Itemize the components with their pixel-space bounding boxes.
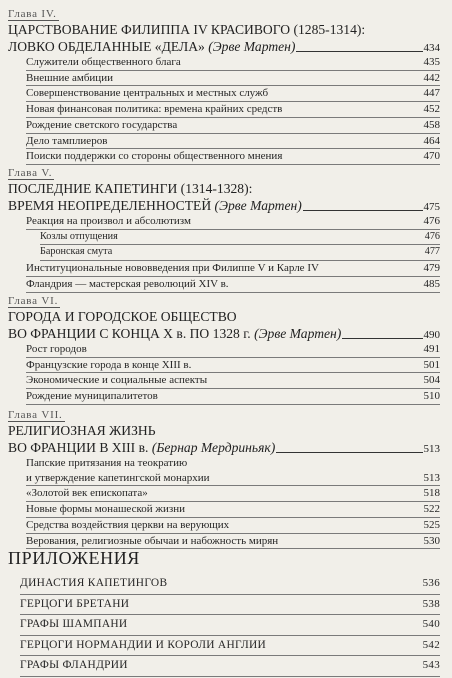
item-page: 538 [422,597,440,610]
item-page: 485 [423,277,440,290]
chapter-items [26,342,440,405]
list-item[interactable] [26,214,440,230]
chapter-page: 475 [423,201,440,213]
item-text: Фландрия — мастерская революций XIV в. [26,277,229,290]
list-subitem[interactable] [40,230,440,246]
chapter-page: 513 [423,443,440,455]
list-item[interactable] [26,456,440,486]
item-text: Французские города в конце XIII в. [26,358,192,371]
item-text: Новая финансовая политика: времена крайних средств [26,103,283,116]
chapter-6 [8,291,440,405]
item-page: 540 [422,618,440,631]
item-page: 501 [423,358,440,371]
chapter-title [8,309,440,342]
appendix-item[interactable] [20,615,440,636]
item-text: Рождение светского государства [26,118,178,131]
list-item[interactable] [26,534,440,550]
list-item[interactable] [26,118,440,134]
chapter-label: Глава VI. [8,295,59,307]
appendix-title: ПРИЛОЖЕНИЯ [8,548,140,568]
item-page: 447 [423,87,440,100]
chapter-title [8,423,440,456]
item-text: ГРАФЫ ФЛАНДРИИ [20,659,128,672]
item-text: Совершенствование центральных и местных служб [26,87,269,100]
list-item[interactable] [26,71,440,87]
list-item[interactable] [26,55,440,71]
list-item[interactable] [26,358,440,374]
chapter-author: (Бернар Мердриньяк) [151,439,276,455]
item-text: Реакция на произвол и абсолютизм [26,215,191,227]
item-text: Рост городов [26,343,87,355]
list-item[interactable] [26,502,440,518]
list-item[interactable] [26,373,440,389]
item-page: 442 [423,71,440,84]
item-page: 513 [423,471,440,484]
item-page: 491 [423,343,440,355]
list-item[interactable] [26,389,440,405]
item-page: 542 [422,638,440,651]
item-text: Рождение муниципалитетов [26,390,158,403]
chapter-items [26,55,440,165]
item-page: 518 [423,487,440,500]
list-item[interactable] [26,86,440,102]
item-text: Поиски поддержки со стороны общественного мнения [26,150,283,163]
item-text: Новые формы монашеской жизни [26,503,185,516]
appendix-item[interactable] [20,595,440,616]
item-text: Дело тамплиеров [26,134,108,147]
chapter-title-line2: ВО ФРАНЦИИ В XIII в. [8,439,149,455]
chapter-title-line2: ЛОВКО ОБДЕЛАННЫЕ «ДЕЛА» [8,38,205,54]
chapter-5 [8,163,440,293]
item-page: 510 [423,390,440,403]
chapter-items [26,214,440,293]
item-text: Экономические и социальные аспекты [26,374,208,387]
chapter-title [8,181,440,214]
item-text: Папские притязания на теократию [26,457,188,469]
appendix-item[interactable] [20,574,440,595]
list-item[interactable] [26,518,440,534]
item-text: Верования, религиозные обычаи и набожность мирян [26,534,279,547]
chapter-page: 490 [423,329,440,341]
list-item[interactable] [26,486,440,502]
chapter-page: 434 [423,42,440,54]
list-subitem[interactable] [40,245,440,261]
chapter-title-line2: ВО ФРАНЦИИ С КОНЦА X в. ПО 1328 г. [8,325,251,341]
list-item[interactable] [26,102,440,118]
chapter-author: (Эрве Мартен) [254,325,342,341]
chapter-7 [8,405,440,549]
chapter-label: Глава IV. [8,8,57,20]
chapter-label: Глава VII. [8,409,63,421]
item-page: 470 [423,150,440,163]
chapter-label: Глава V. [8,167,53,179]
chapter-author: (Эрве Мартен) [214,197,302,213]
item-text-line2: и утверждение капетингской монархии [26,471,210,484]
chapter-items [26,456,440,549]
item-text: Козлы отпущения [40,230,118,242]
list-item[interactable] [26,261,440,277]
item-page: 536 [422,577,440,589]
chapter-title [8,22,440,55]
item-text: Внешние амбиции [26,71,113,84]
chapter-title-line1: ЦАРСТВОВАНИЕ ФИЛИППА IV КРАСИВОГО (1285-1314): [8,22,366,37]
item-text: Баронская смута [40,246,113,258]
chapter-title-line1: РЕЛИГИОЗНАЯ ЖИЗНЬ [8,423,156,438]
appendix-item[interactable] [20,656,440,677]
item-page: 458 [423,118,440,131]
appendix-item[interactable] [20,636,440,657]
item-page: 435 [423,56,440,68]
item-page: 477 [424,246,440,258]
item-page: 504 [423,374,440,387]
item-page: 479 [423,262,440,275]
item-text: ГЕРЦОГИ НОРМАНДИИ И КОРОЛИ АНГЛИИ [20,638,267,651]
item-text: ДИНАСТИЯ КАПЕТИНГОВ [20,577,168,589]
chapter-4 [8,4,440,165]
chapter-author: (Эрве Мартен) [208,38,296,54]
item-text: ГЕРЦОГИ БРЕТАНИ [20,597,130,610]
appendix-list [20,574,440,677]
item-page: 525 [423,518,440,531]
item-text: Институциональные нововведения при Филиппе V и Карле IV [26,262,319,275]
chapter-title-line1: ГОРОДА И ГОРОДСКОЕ ОБЩЕСТВО [8,309,237,324]
item-page: 476 [423,215,440,227]
chapter-title-line2: ВРЕМЯ НЕОПРЕДЕЛЕННОСТЕЙ [8,197,212,213]
item-text: Служители общественного блага [26,56,181,68]
item-text: «Золотой век епископата» [26,487,148,500]
list-item[interactable] [26,134,440,150]
item-page: 476 [424,230,440,242]
item-page: 464 [423,134,440,147]
chapter-title-line1: ПОСЛЕДНИЕ КАПЕТИНГИ (1314-1328): [8,181,253,196]
item-page: 522 [423,503,440,516]
item-page: 530 [423,534,440,547]
item-page: 543 [422,659,440,672]
list-item[interactable] [26,342,440,358]
item-text: ГРАФЫ ШАМПАНИ [20,618,128,631]
item-text: Средства воздействия церкви на верующих [26,518,230,531]
item-page: 452 [423,103,440,116]
